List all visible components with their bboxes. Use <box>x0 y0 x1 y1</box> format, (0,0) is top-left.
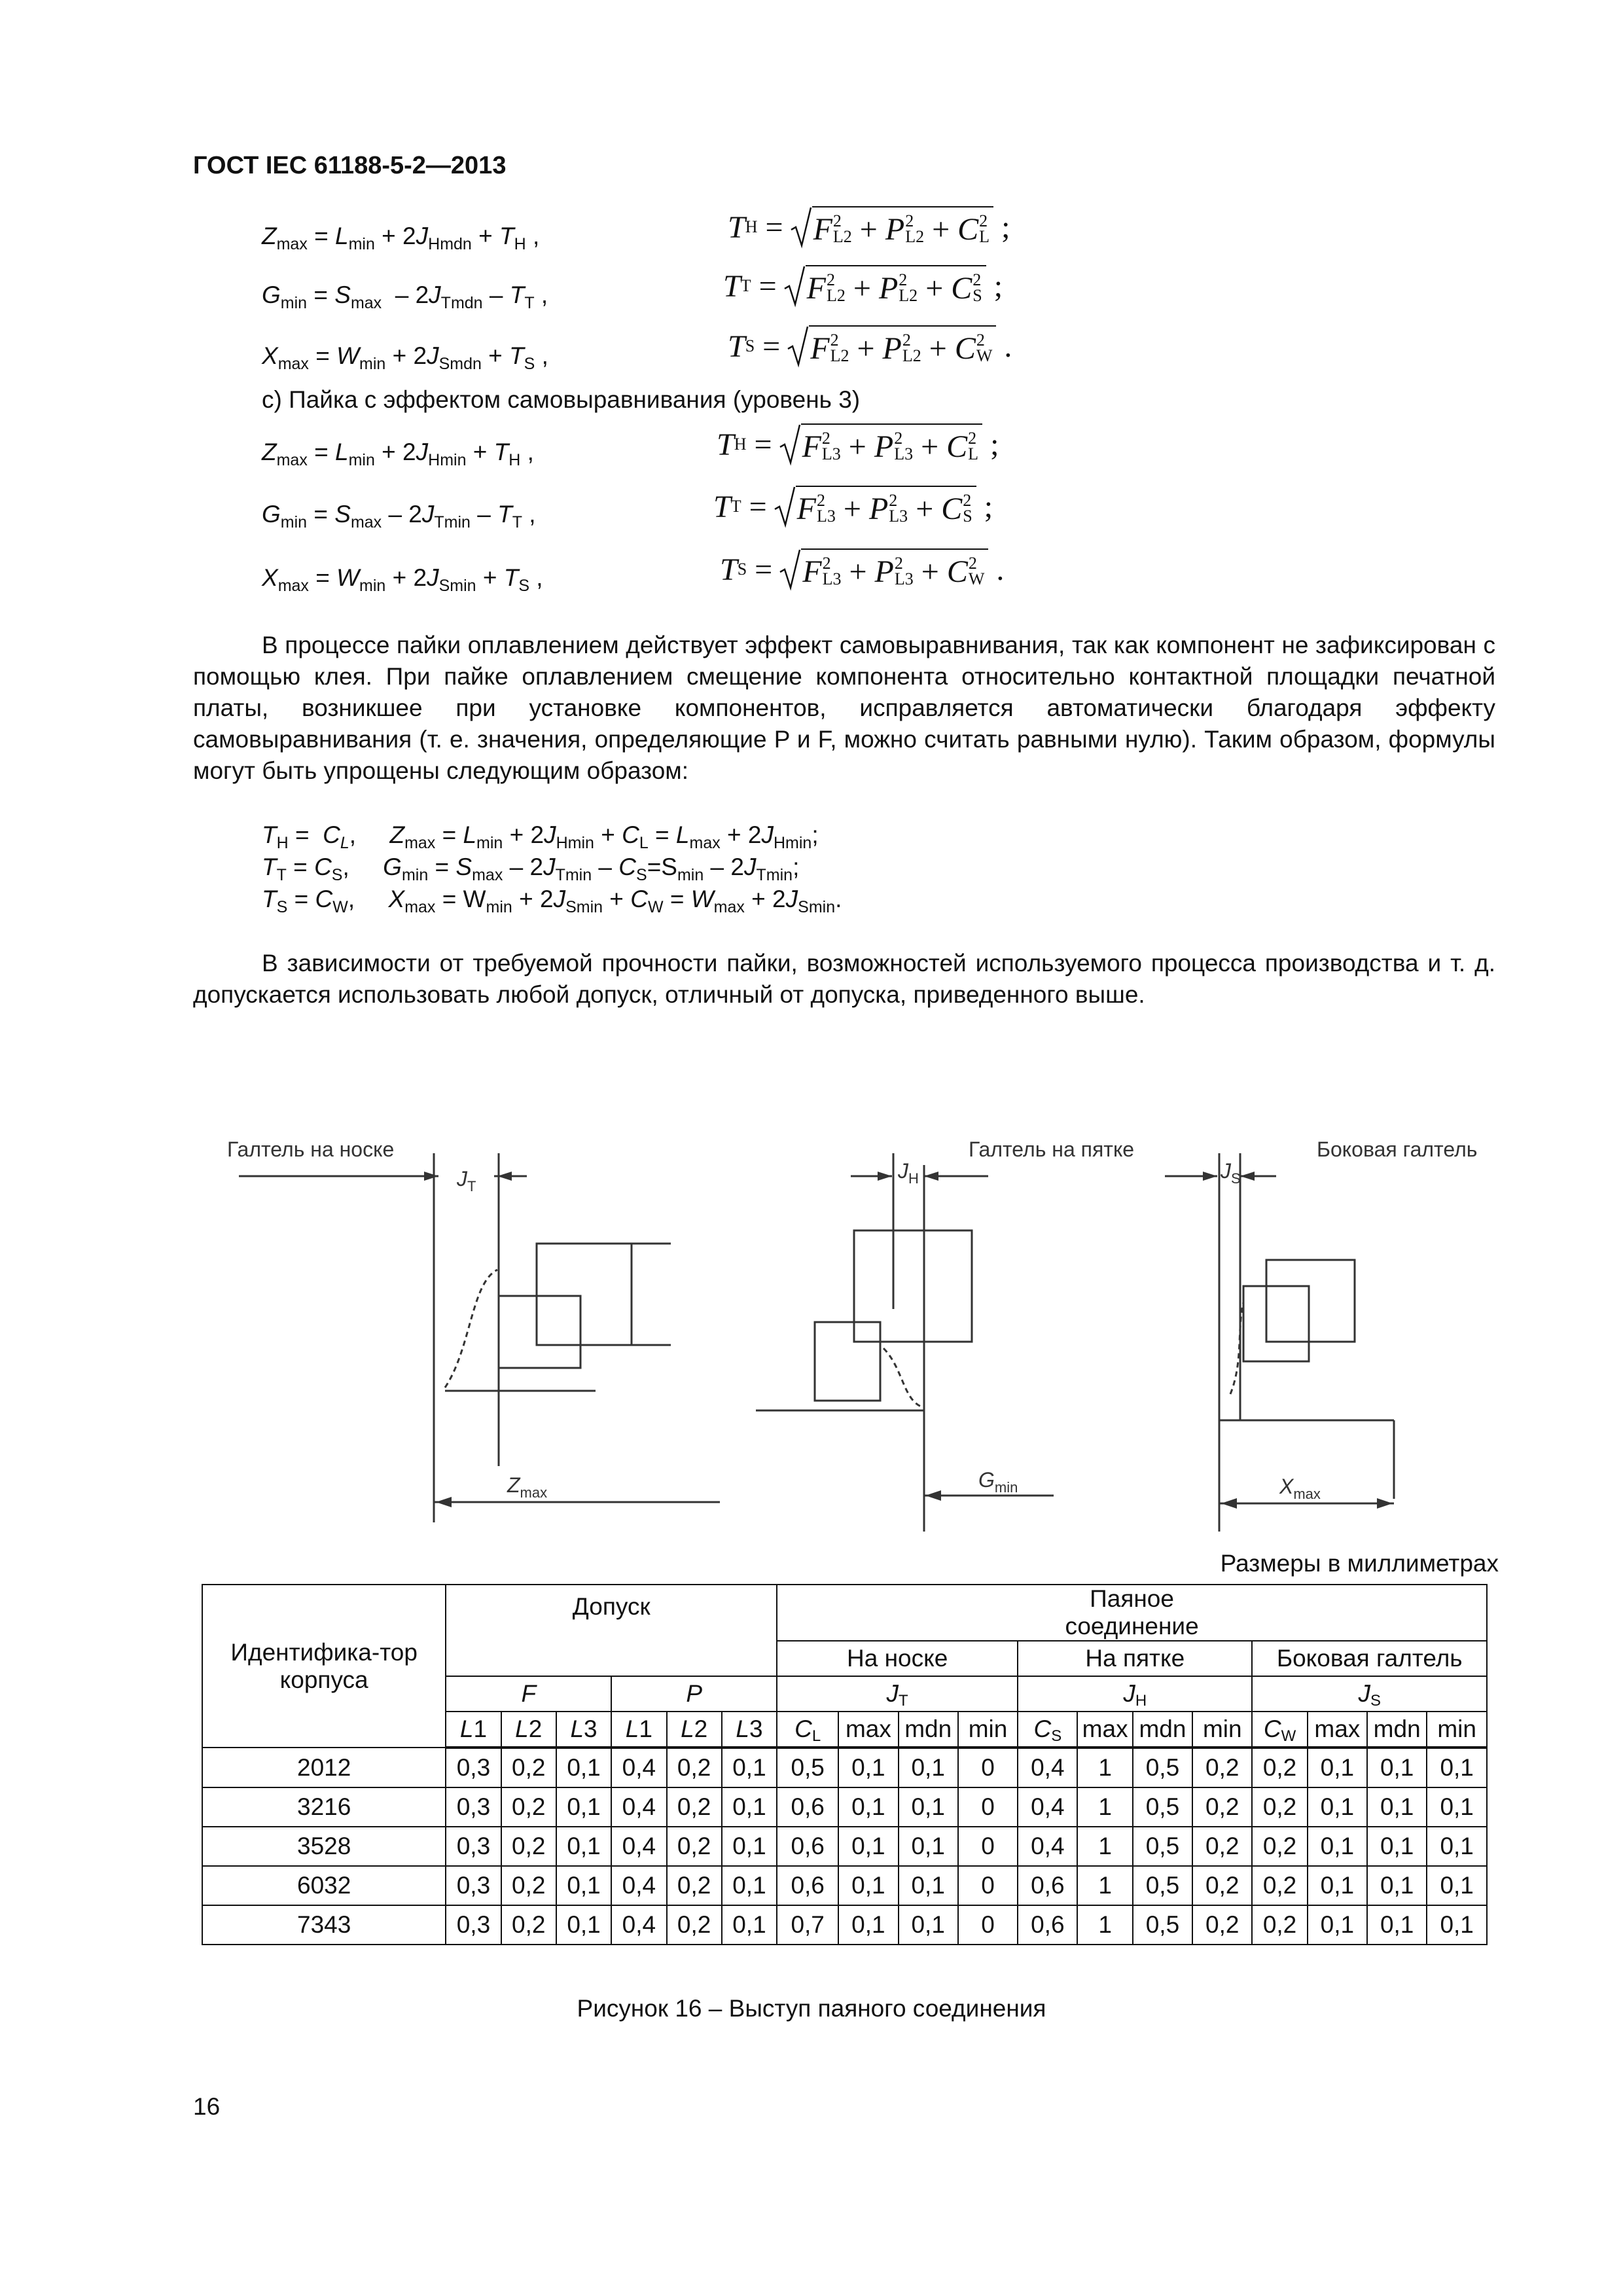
cell-case-id: 3216 <box>202 1787 446 1827</box>
table-cell: 0,2 <box>667 1905 722 1945</box>
col-header-jt: $J_T$ <box>777 1676 1018 1712</box>
table-cell: 0,5 <box>1133 1748 1192 1787</box>
table-cell: 0,2 <box>1252 1905 1307 1945</box>
table-cell: 0,1 <box>556 1866 611 1905</box>
table-body <box>202 1748 1487 1945</box>
label-jt: $J_T$ <box>457 1167 476 1194</box>
table-cell: 0,2 <box>667 1866 722 1905</box>
cell-case-id: 7343 <box>202 1905 446 1945</box>
table-cell: 0,1 <box>899 1827 958 1866</box>
col-header-min: min <box>1427 1712 1487 1748</box>
level3-title: c) Пайка с эффектом самовыравнивания (уровень 3) <box>262 386 861 413</box>
paragraph-self-alignment: В процессе пайки оплавлением действует эффект самовыравнивания, так как компонент не зафиксирован с помощью клея. При пайке оплавлением смещение компонента относительно контактной площадки печатной платы, возникшее при установке компонентов, исправляется автоматически благодаря эффекту самовыравнивания (т. е. значения, определяющие P и F, можно считать равными нулю). Таким образом, формулы могут быть упрощены следующим образом: <box>193 632 1495 784</box>
table-cell: 0,2 <box>1192 1866 1252 1905</box>
table-cell: 0,1 <box>1308 1787 1367 1827</box>
table-cell: 0,1 <box>1427 1748 1487 1787</box>
formula-zmax-l3: $Z_{max} = L_{min} + 2J_{Hmin} + T_H$ , <box>262 439 534 469</box>
table-cell: 0,1 <box>899 1866 958 1905</box>
table-cell: 0,2 <box>667 1748 722 1787</box>
table-cell: 0,2 <box>1252 1866 1307 1905</box>
label-xmax: $X_{max}$ <box>1279 1475 1321 1502</box>
table-cell: 0,1 <box>1308 1748 1367 1787</box>
formula-zmax-l2: $Z_{max} = L_{min} + 2J_{Hmdn} + T_H$ , <box>262 223 540 253</box>
table-cell: 0,1 <box>1367 1787 1427 1827</box>
table-cell: 0,5 <box>1133 1905 1192 1945</box>
col-header-side: Боковая галтель <box>1252 1641 1487 1676</box>
table-cell: 0,2 <box>501 1905 556 1945</box>
table-cell: 1 <box>1077 1866 1132 1905</box>
paragraph-tolerance: В зависимости от требуемой прочности пайки, возможностей используемого процесса производства и т. д. допускается использовать любой допуск, отличный от допуска, приведенного выше. <box>193 950 1495 1008</box>
table-cell: 0,2 <box>501 1787 556 1827</box>
table-cell: 0 <box>958 1787 1018 1827</box>
table-cell: 0,2 <box>1252 1827 1307 1866</box>
table-cell: 0,1 <box>838 1905 898 1945</box>
table-cell: 0,3 <box>446 1905 501 1945</box>
table-cell: 0,6 <box>777 1866 838 1905</box>
col-header-mdn: mdn <box>1367 1712 1427 1748</box>
formula-simplified-s: $T_S = C_W$, $X_{max} = W_{min} + 2J_{Smin} + C_W = W_{max} + 2J_{Smin}$. <box>262 886 842 916</box>
table-cell: 0,1 <box>838 1866 898 1905</box>
table-cell: 1 <box>1077 1827 1132 1866</box>
col-header-l3: L3 <box>722 1712 777 1748</box>
table-cell: 1 <box>1077 1905 1132 1945</box>
label-js: $J_S$ <box>1221 1159 1241 1187</box>
table-cell: 0,1 <box>1367 1748 1427 1787</box>
table-cell: 0,2 <box>1192 1748 1252 1787</box>
col-header-tolerance: Допуск <box>446 1585 777 1676</box>
table-cell: 0,1 <box>1308 1866 1367 1905</box>
col-header-min: min <box>1192 1712 1252 1748</box>
formula-gmin-l2: $G_{min} = S_{max} - 2J_{Tmdn} - T_T$ , <box>262 281 548 312</box>
label-zmax: $Z_{max}$ <box>507 1473 548 1501</box>
label-toe-fillet: Галтель на носке <box>227 1138 395 1161</box>
page-number: 16 <box>193 2093 221 2120</box>
table-cell: 0,1 <box>1367 1827 1427 1866</box>
col-header-mdn: mdn <box>899 1712 958 1748</box>
table-cell: 0,1 <box>838 1787 898 1827</box>
table-cell: 0,2 <box>501 1748 556 1787</box>
col-header-cs: $C_S$ <box>1018 1712 1077 1748</box>
document-header: ГОСТ IEC 61188-5-2—2013 <box>193 152 507 179</box>
table-cell: 0,4 <box>1018 1787 1077 1827</box>
table-cell: 0,4 <box>1018 1748 1077 1787</box>
table-cell: 0,2 <box>1252 1748 1307 1787</box>
table-cell: 0,4 <box>611 1827 666 1866</box>
label-heel-fillet: Галтель на пятке <box>969 1138 1135 1161</box>
col-header-min: min <box>958 1712 1018 1748</box>
col-header-l3: L3 <box>556 1712 611 1748</box>
formula-simplified-h: $T_H = C_L$, $Z_{max} = L_{min} + 2J_{Hmin} + C_L = L_{max} + 2J_{Hmin}$; <box>262 821 819 852</box>
col-header-cw: $C_W$ <box>1252 1712 1307 1748</box>
table-cell: 0,1 <box>556 1748 611 1787</box>
table-cell: 0,5 <box>1133 1866 1192 1905</box>
table-cell: 0 <box>958 1905 1018 1945</box>
table-row <box>202 1827 1487 1866</box>
col-header-mdn: mdn <box>1133 1712 1192 1748</box>
table-cell: 0,2 <box>1252 1787 1307 1827</box>
table-cell: 0 <box>958 1866 1018 1905</box>
table-cell: 0,7 <box>777 1905 838 1945</box>
units-note: Размеры в миллиметрах <box>1220 1550 1499 1577</box>
table-cell: 0,6 <box>1018 1866 1077 1905</box>
col-header-l1: L1 <box>446 1712 501 1748</box>
cell-case-id: 6032 <box>202 1866 446 1905</box>
col-header-max: max <box>1077 1712 1132 1748</box>
table-cell: 0,1 <box>1427 1905 1487 1945</box>
table-cell: 0,2 <box>667 1787 722 1827</box>
label-side-fillet: Боковая галтель <box>1317 1138 1478 1161</box>
table-cell: 0,2 <box>667 1827 722 1866</box>
table-cell: 0,3 <box>446 1787 501 1827</box>
cell-case-id: 3528 <box>202 1827 446 1866</box>
table-cell: 0,3 <box>446 1748 501 1787</box>
col-header-l2: L2 <box>667 1712 722 1748</box>
formula-simplified-t: $T_T = C_S$, $G_{min} = S_{max} - 2J_{Tmin} - C_S=S_{min} - 2J_{Tmin}$; <box>262 853 800 884</box>
formula-th-l3: T H = F 2 L3 + P 2 L3 + C 2 L ; <box>717 423 999 465</box>
figure-caption: Рисунок 16 – Выступ паяного соединения <box>577 1995 1046 2022</box>
table-cell: 0 <box>958 1827 1018 1866</box>
col-header-l1: L1 <box>611 1712 666 1748</box>
formula-tt-l3: T T = F 2 L3 + P 2 L3 + C 2 S ; <box>713 486 993 528</box>
table-cell: 0,1 <box>722 1787 777 1827</box>
table-cell: 0,6 <box>777 1787 838 1827</box>
table-cell: 0,1 <box>722 1905 777 1945</box>
table-cell: 0,4 <box>611 1905 666 1945</box>
col-header-toe: На носке <box>777 1641 1018 1676</box>
table-row <box>202 1787 1487 1827</box>
col-header-f: F <box>446 1676 611 1712</box>
table-cell: 1 <box>1077 1748 1132 1787</box>
table-cell: 0,1 <box>899 1905 958 1945</box>
table-row <box>202 1866 1487 1905</box>
table-cell: 0,3 <box>446 1866 501 1905</box>
col-header-max: max <box>1308 1712 1367 1748</box>
table-cell: 0,1 <box>899 1787 958 1827</box>
table-cell: 0,1 <box>556 1905 611 1945</box>
table-cell: 0,3 <box>446 1827 501 1866</box>
table-row <box>202 1905 1487 1945</box>
formula-xmax-l2: $X_{max} = W_{min} + 2J_{Smdn} + T_S$ , <box>262 342 548 373</box>
label-gmin: $G_{min}$ <box>978 1468 1018 1496</box>
formula-th-l2: T H = F 2 L2 + P 2 L2 + C 2 L ; <box>728 206 1010 248</box>
col-header-l2: L2 <box>501 1712 556 1748</box>
table-cell: 0,1 <box>899 1748 958 1787</box>
formula-ts-l2: T S = F 2 L2 + P 2 L2 + C 2 W . <box>728 325 1012 367</box>
solder-fillet-figure <box>196 1113 1478 1518</box>
label-jh: $J_H$ <box>898 1159 919 1187</box>
table-cell: 0,4 <box>611 1866 666 1905</box>
col-header-p: P <box>611 1676 777 1712</box>
table-cell: 0,1 <box>838 1748 898 1787</box>
col-header-identifier: Идентифика-тор корпуса <box>202 1585 446 1748</box>
cell-case-id: 2012 <box>202 1748 446 1787</box>
col-header-max: max <box>838 1712 898 1748</box>
table-cell: 0,2 <box>501 1827 556 1866</box>
table-cell: 0,1 <box>1308 1827 1367 1866</box>
table-cell: 0,6 <box>1018 1905 1077 1945</box>
table-cell: 0,1 <box>1367 1866 1427 1905</box>
table-cell: 0,1 <box>556 1787 611 1827</box>
table-cell: 0,1 <box>722 1748 777 1787</box>
col-header-joint: Паяное соединение <box>777 1585 1487 1641</box>
table-cell: 0,1 <box>556 1827 611 1866</box>
table-cell: 0,1 <box>1427 1866 1487 1905</box>
table-cell: 0,2 <box>1192 1827 1252 1866</box>
table-cell: 0,1 <box>838 1827 898 1866</box>
dimensions-table <box>202 1584 1488 1945</box>
table-cell: 0,1 <box>722 1866 777 1905</box>
table-cell: 0,5 <box>777 1748 838 1787</box>
table-cell: 0,2 <box>1192 1905 1252 1945</box>
col-header-jh: $J_H$ <box>1018 1676 1252 1712</box>
table-cell: 0,2 <box>501 1866 556 1905</box>
table-row <box>202 1748 1487 1787</box>
table-cell: 0,1 <box>1308 1905 1367 1945</box>
table-cell: 0,6 <box>777 1827 838 1866</box>
table-cell: 0 <box>958 1748 1018 1787</box>
table-cell: 0,4 <box>611 1787 666 1827</box>
table-cell: 0,1 <box>1427 1787 1487 1827</box>
formula-ts-l3: T S = F 2 L3 + P 2 L3 + C 2 W . <box>720 548 1004 590</box>
table-cell: 0,2 <box>1192 1787 1252 1827</box>
table-cell: 0,4 <box>611 1748 666 1787</box>
table-cell: 0,5 <box>1133 1787 1192 1827</box>
table-cell: 0,4 <box>1018 1827 1077 1866</box>
col-header-js: $J_S$ <box>1252 1676 1487 1712</box>
table-cell: 0,1 <box>1367 1905 1427 1945</box>
table-cell: 0,1 <box>722 1827 777 1866</box>
formula-tt-l2: T T = F 2 L2 + P 2 L2 + C 2 S ; <box>723 265 1003 307</box>
col-header-cl: $C_L$ <box>777 1712 838 1748</box>
col-header-heel: На пятке <box>1018 1641 1252 1676</box>
table-cell: 0,5 <box>1133 1827 1192 1866</box>
table-cell: 1 <box>1077 1787 1132 1827</box>
formula-xmax-l3: $X_{max} = W_{min} + 2J_{Smin} + T_S$ , <box>262 564 543 595</box>
formula-gmin-l3: $G_{min} = S_{max} - 2J_{Tmin} - T_T$ , <box>262 501 536 531</box>
table-cell: 0,1 <box>1427 1827 1487 1866</box>
